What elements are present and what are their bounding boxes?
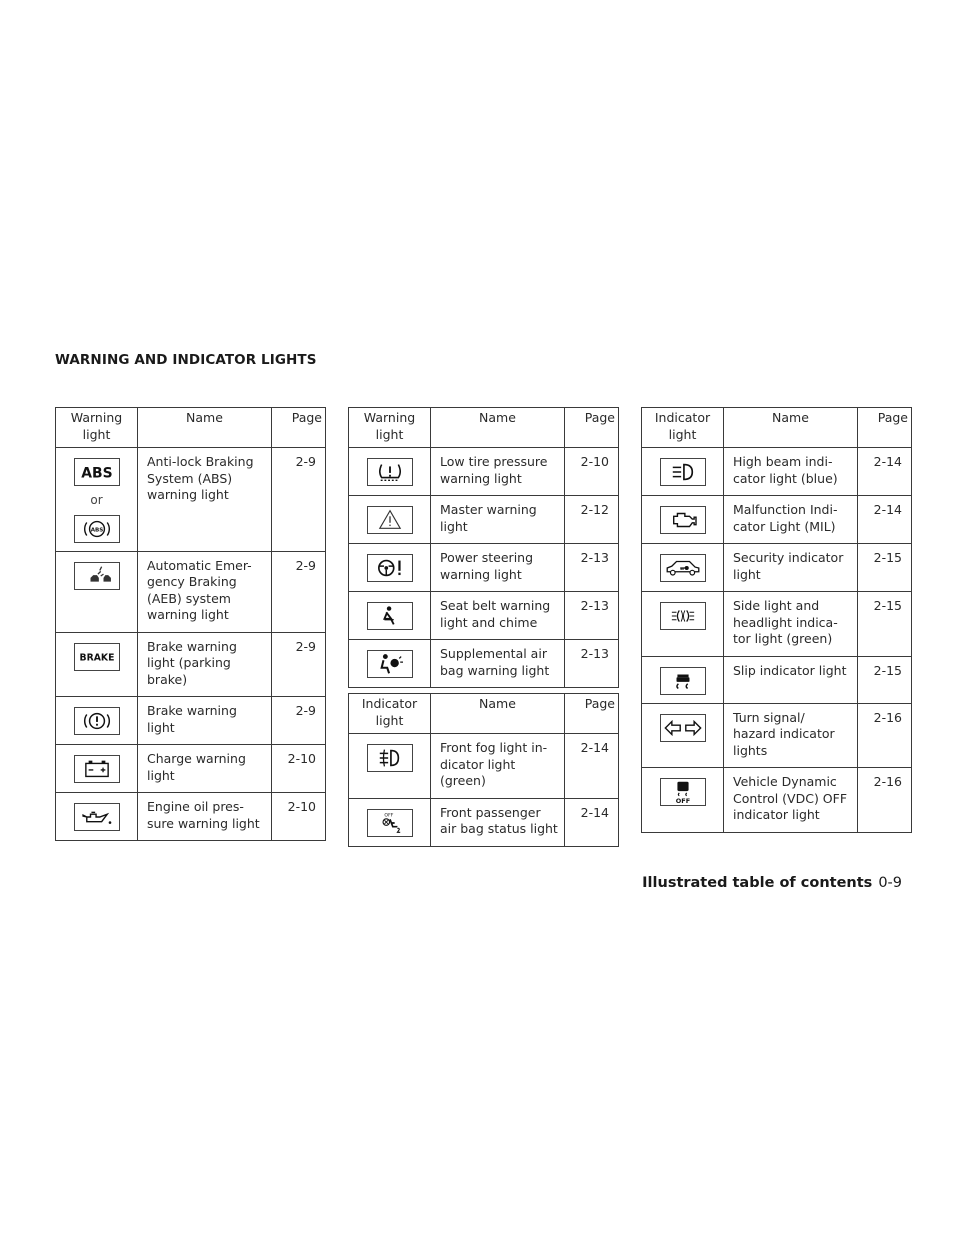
light-name: Malfunction Indi-cator Light (MIL) — [724, 496, 858, 544]
table-row — [56, 551, 326, 632]
light-page: 2-9 — [272, 551, 326, 632]
passenger-airbag-off-icon — [367, 809, 413, 837]
light-name: Automatic Emer-gency Braking (AEB) system warning light — [138, 551, 272, 632]
light-name: Side light and headlight indica-tor light (green) — [724, 592, 858, 657]
battery-icon — [74, 755, 120, 783]
air-bag-icon — [367, 650, 413, 678]
section-title: WARNING AND INDICATOR LIGHTS — [55, 352, 317, 368]
light-page: 2-10 — [272, 793, 326, 841]
vdc-off-icon — [660, 778, 706, 806]
light-name: Charge warning light — [138, 745, 272, 793]
light-page: 2-15 — [858, 592, 912, 657]
column-header-page: Page — [858, 408, 912, 448]
table-row — [56, 448, 326, 552]
vdc-off-text: OFF — [675, 797, 690, 805]
oil-can-icon — [74, 803, 120, 831]
light-page: 2-12 — [565, 496, 619, 544]
light-page: 2-14 — [858, 448, 912, 496]
turn-signal-icon — [660, 714, 706, 742]
light-name: Front passenger air bag status light — [431, 798, 565, 846]
master-warning-icon — [367, 506, 413, 534]
or-label: or — [90, 493, 103, 507]
light-name: Seat belt warning light and chime — [431, 592, 565, 640]
security-car-key-icon — [660, 554, 706, 582]
aeb-icon — [74, 562, 120, 590]
abs-icon-text: ABS — [80, 465, 113, 482]
light-name: Low tire pressure warning light — [431, 448, 565, 496]
light-page: 2-9 — [272, 448, 326, 552]
light-name: Brake warning light (parking brake) — [138, 632, 272, 697]
table-row — [56, 745, 326, 793]
table-row — [349, 798, 619, 846]
light-page: 2-16 — [858, 703, 912, 768]
light-name: Vehicle Dynamic Control (VDC) OFF indicator light — [724, 768, 858, 833]
light-name: Supplemental air bag warning light — [431, 640, 565, 688]
light-name: Power steering warning light — [431, 544, 565, 592]
side-light-icon — [660, 602, 706, 630]
column-header-page: Page — [565, 408, 619, 448]
column-header-name: Name — [431, 694, 565, 734]
light-page: 2-9 — [272, 632, 326, 697]
light-name: Engine oil pres-sure warning light — [138, 793, 272, 841]
column-header-name: Name — [138, 408, 272, 448]
light-page: 2-14 — [565, 798, 619, 846]
table-row — [642, 448, 912, 496]
fog-light-icon — [367, 744, 413, 772]
abs-circle-icon-text: ABS — [90, 526, 103, 533]
column-header-icon: Indicator light — [642, 408, 724, 448]
warning-lights-table-1 — [55, 407, 326, 841]
light-page: 2-14 — [858, 496, 912, 544]
table-row — [642, 592, 912, 657]
table-row — [642, 703, 912, 768]
abs-icon — [74, 458, 120, 486]
table-row — [349, 496, 619, 544]
column-header-page: Page — [565, 694, 619, 734]
table-row — [349, 734, 619, 799]
table-row — [642, 656, 912, 703]
table-row — [642, 768, 912, 833]
slip-icon — [660, 667, 706, 695]
table-row — [642, 496, 912, 544]
brake-text-icon-text: BRAKE — [79, 652, 114, 664]
brake-circle-icon — [74, 707, 120, 735]
light-name: Turn signal/ hazard indicator lights — [724, 703, 858, 768]
light-name: Front fog light in-dicator light (green) — [431, 734, 565, 799]
light-page: 2-14 — [565, 734, 619, 799]
abs-circle-icon — [74, 515, 120, 543]
light-page: 2-13 — [565, 592, 619, 640]
light-name: Security indicator light — [724, 544, 858, 592]
table-row — [642, 544, 912, 592]
light-name: High beam indi-cator light (blue) — [724, 448, 858, 496]
column-header-page: Page — [272, 408, 326, 448]
table-row — [56, 632, 326, 697]
indicator-lights-table-1 — [348, 693, 619, 847]
light-page: 2-13 — [565, 544, 619, 592]
light-page: 2-16 — [858, 768, 912, 833]
light-page: 2-10 — [272, 745, 326, 793]
passenger-airbag-off-text: OFF — [383, 813, 393, 818]
table-row — [56, 697, 326, 745]
light-page: 2-15 — [858, 656, 912, 703]
high-beam-icon — [660, 458, 706, 486]
light-name: Master warning light — [431, 496, 565, 544]
column-header-icon: Indicator light — [349, 694, 431, 734]
power-steering-icon — [367, 554, 413, 582]
table-row — [349, 544, 619, 592]
light-name: Brake warning light — [138, 697, 272, 745]
column-header-name: Name — [431, 408, 565, 448]
seat-belt-icon — [367, 602, 413, 630]
column-header-icon: Warning light — [349, 408, 431, 448]
footer-page-number: 0-9 — [878, 875, 902, 891]
light-page: 2-9 — [272, 697, 326, 745]
footer-title: Illustrated table of contents — [642, 875, 873, 891]
column-header-icon: Warning light — [56, 408, 138, 448]
light-page: 2-10 — [565, 448, 619, 496]
light-name: Anti-lock Braking System (ABS) warning light — [138, 448, 272, 552]
table-row — [56, 793, 326, 841]
light-page: 2-15 — [858, 544, 912, 592]
brake-text-icon — [74, 643, 120, 671]
engine-icon — [660, 506, 706, 534]
tire-pressure-icon — [367, 458, 413, 486]
table-row — [349, 448, 619, 496]
column-header-name: Name — [724, 408, 858, 448]
indicator-lights-table-2 — [641, 407, 912, 833]
page-footer — [642, 875, 902, 891]
table-row — [349, 640, 619, 688]
light-page: 2-13 — [565, 640, 619, 688]
table-row — [349, 592, 619, 640]
warning-lights-table-2 — [348, 407, 619, 688]
light-name: Slip indicator light — [724, 656, 858, 703]
